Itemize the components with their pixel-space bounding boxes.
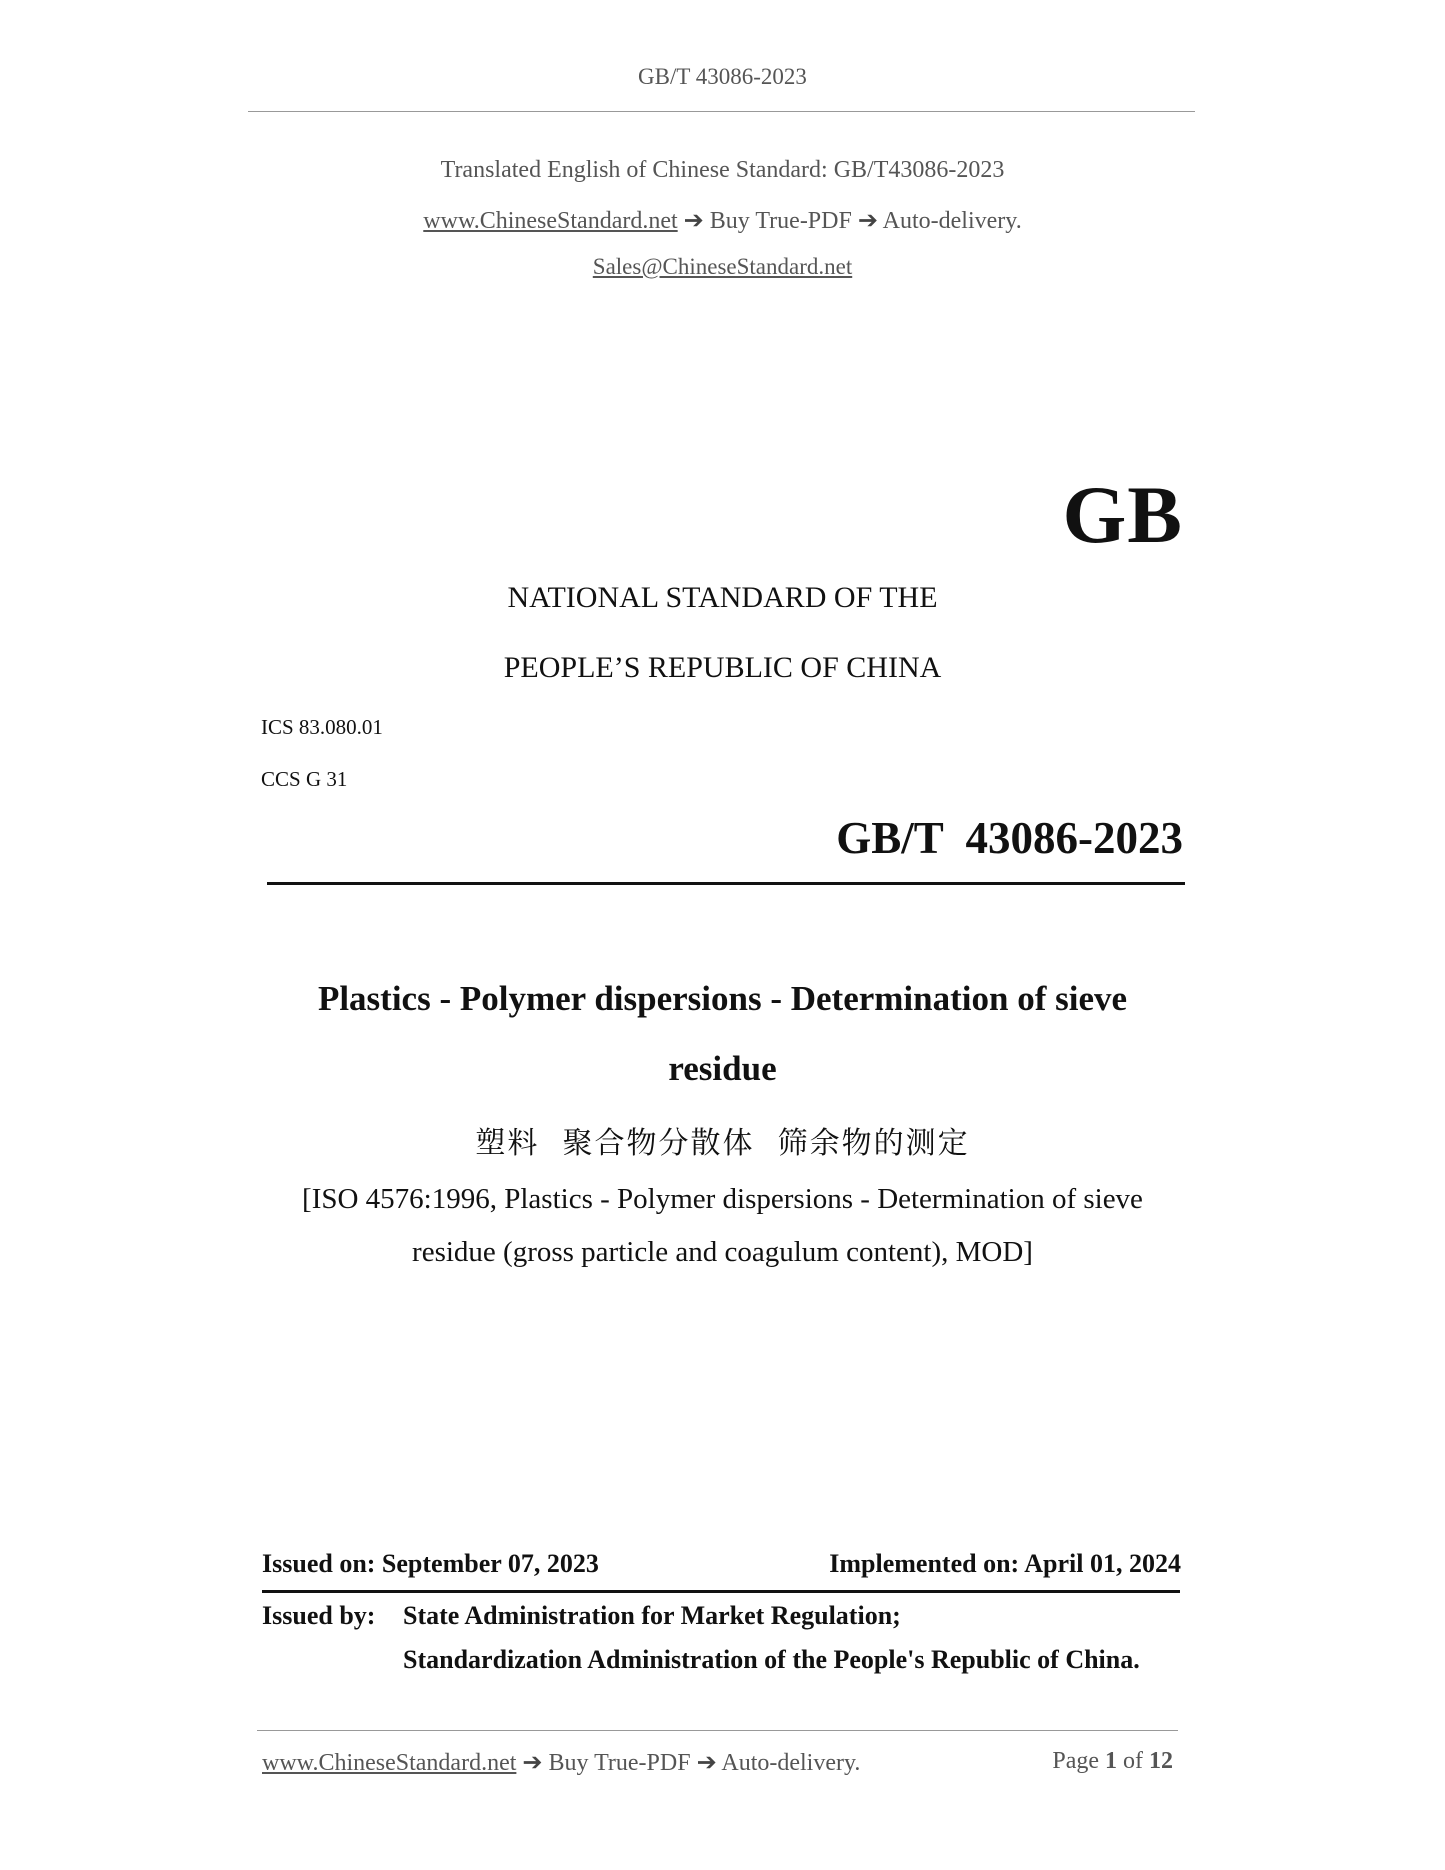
national-standard-line1: NATIONAL STANDARD OF THE	[507, 581, 938, 614]
promo-links	[0, 206, 1445, 235]
arrow-right-icon: ➔	[522, 1750, 543, 1776]
arrow-right-icon: ➔	[696, 1750, 717, 1776]
header-divider	[248, 111, 1195, 112]
arrow-right-icon: ➔	[857, 208, 878, 234]
footer-site-link[interactable]: www.ChineseStandard.net	[262, 1750, 517, 1776]
ics-code: ICS 83.080.01	[261, 715, 383, 739]
running-header: GB/T 43086-2023	[638, 64, 807, 89]
issued-on-date: Issued on: September 07, 2023	[262, 1549, 599, 1578]
of-label: of	[1123, 1748, 1143, 1774]
issuing-org-2: Standardization Administration of the People's Republic of China.	[403, 1645, 1140, 1674]
arrow-right-icon: ➔	[683, 208, 704, 234]
standard-number: GB/T 43086-2023	[836, 813, 1183, 863]
iso-reference-line1: [ISO 4576:1996, Plastics - Polymer dispersions - Determination of sieve	[302, 1183, 1143, 1215]
promo-title: Translated English of Chinese Standard: GB/T43086-2023	[440, 157, 1005, 183]
issued-by-label: Issued by:	[262, 1601, 376, 1630]
auto-delivery-text: Auto-delivery.	[882, 208, 1022, 234]
page-label: Page	[1052, 1748, 1099, 1774]
title-line1: Plastics - Polymer dispersions - Determination of sieve	[317, 979, 1128, 1018]
issuing-org-1: State Administration for Market Regulation;	[403, 1601, 901, 1630]
footer-auto-delivery-text: Auto-delivery.	[721, 1750, 861, 1776]
page-indicator	[1052, 1748, 1173, 1775]
dates-divider	[262, 1590, 1180, 1593]
title-chinese: 塑料 聚合物分散体 筛余物的测定	[475, 1126, 970, 1161]
footer-buy-pdf-text: Buy True-PDF	[548, 1750, 691, 1776]
standard-number-divider	[267, 882, 1185, 885]
gb-logo: GB	[1062, 469, 1183, 560]
implemented-on-date: Implemented on: April 01, 2024	[829, 1549, 1181, 1578]
ccs-code: CCS G 31	[261, 767, 348, 791]
site-link[interactable]: www.ChineseStandard.net	[423, 208, 678, 234]
buy-pdf-text: Buy True-PDF	[709, 208, 852, 234]
page-number: 1	[1105, 1748, 1117, 1774]
page-total: 12	[1149, 1748, 1173, 1774]
footer-links	[262, 1748, 860, 1777]
sales-email-link[interactable]: Sales@ChineseStandard.net	[592, 254, 853, 279]
title-line2: residue	[668, 1049, 777, 1088]
iso-reference-line2: residue (gross particle and coagulum content), MOD]	[412, 1236, 1033, 1268]
national-standard-line2: PEOPLE’S REPUBLIC OF CHINA	[503, 651, 942, 684]
promo-email-row	[0, 254, 1445, 280]
footer-divider	[257, 1730, 1178, 1731]
